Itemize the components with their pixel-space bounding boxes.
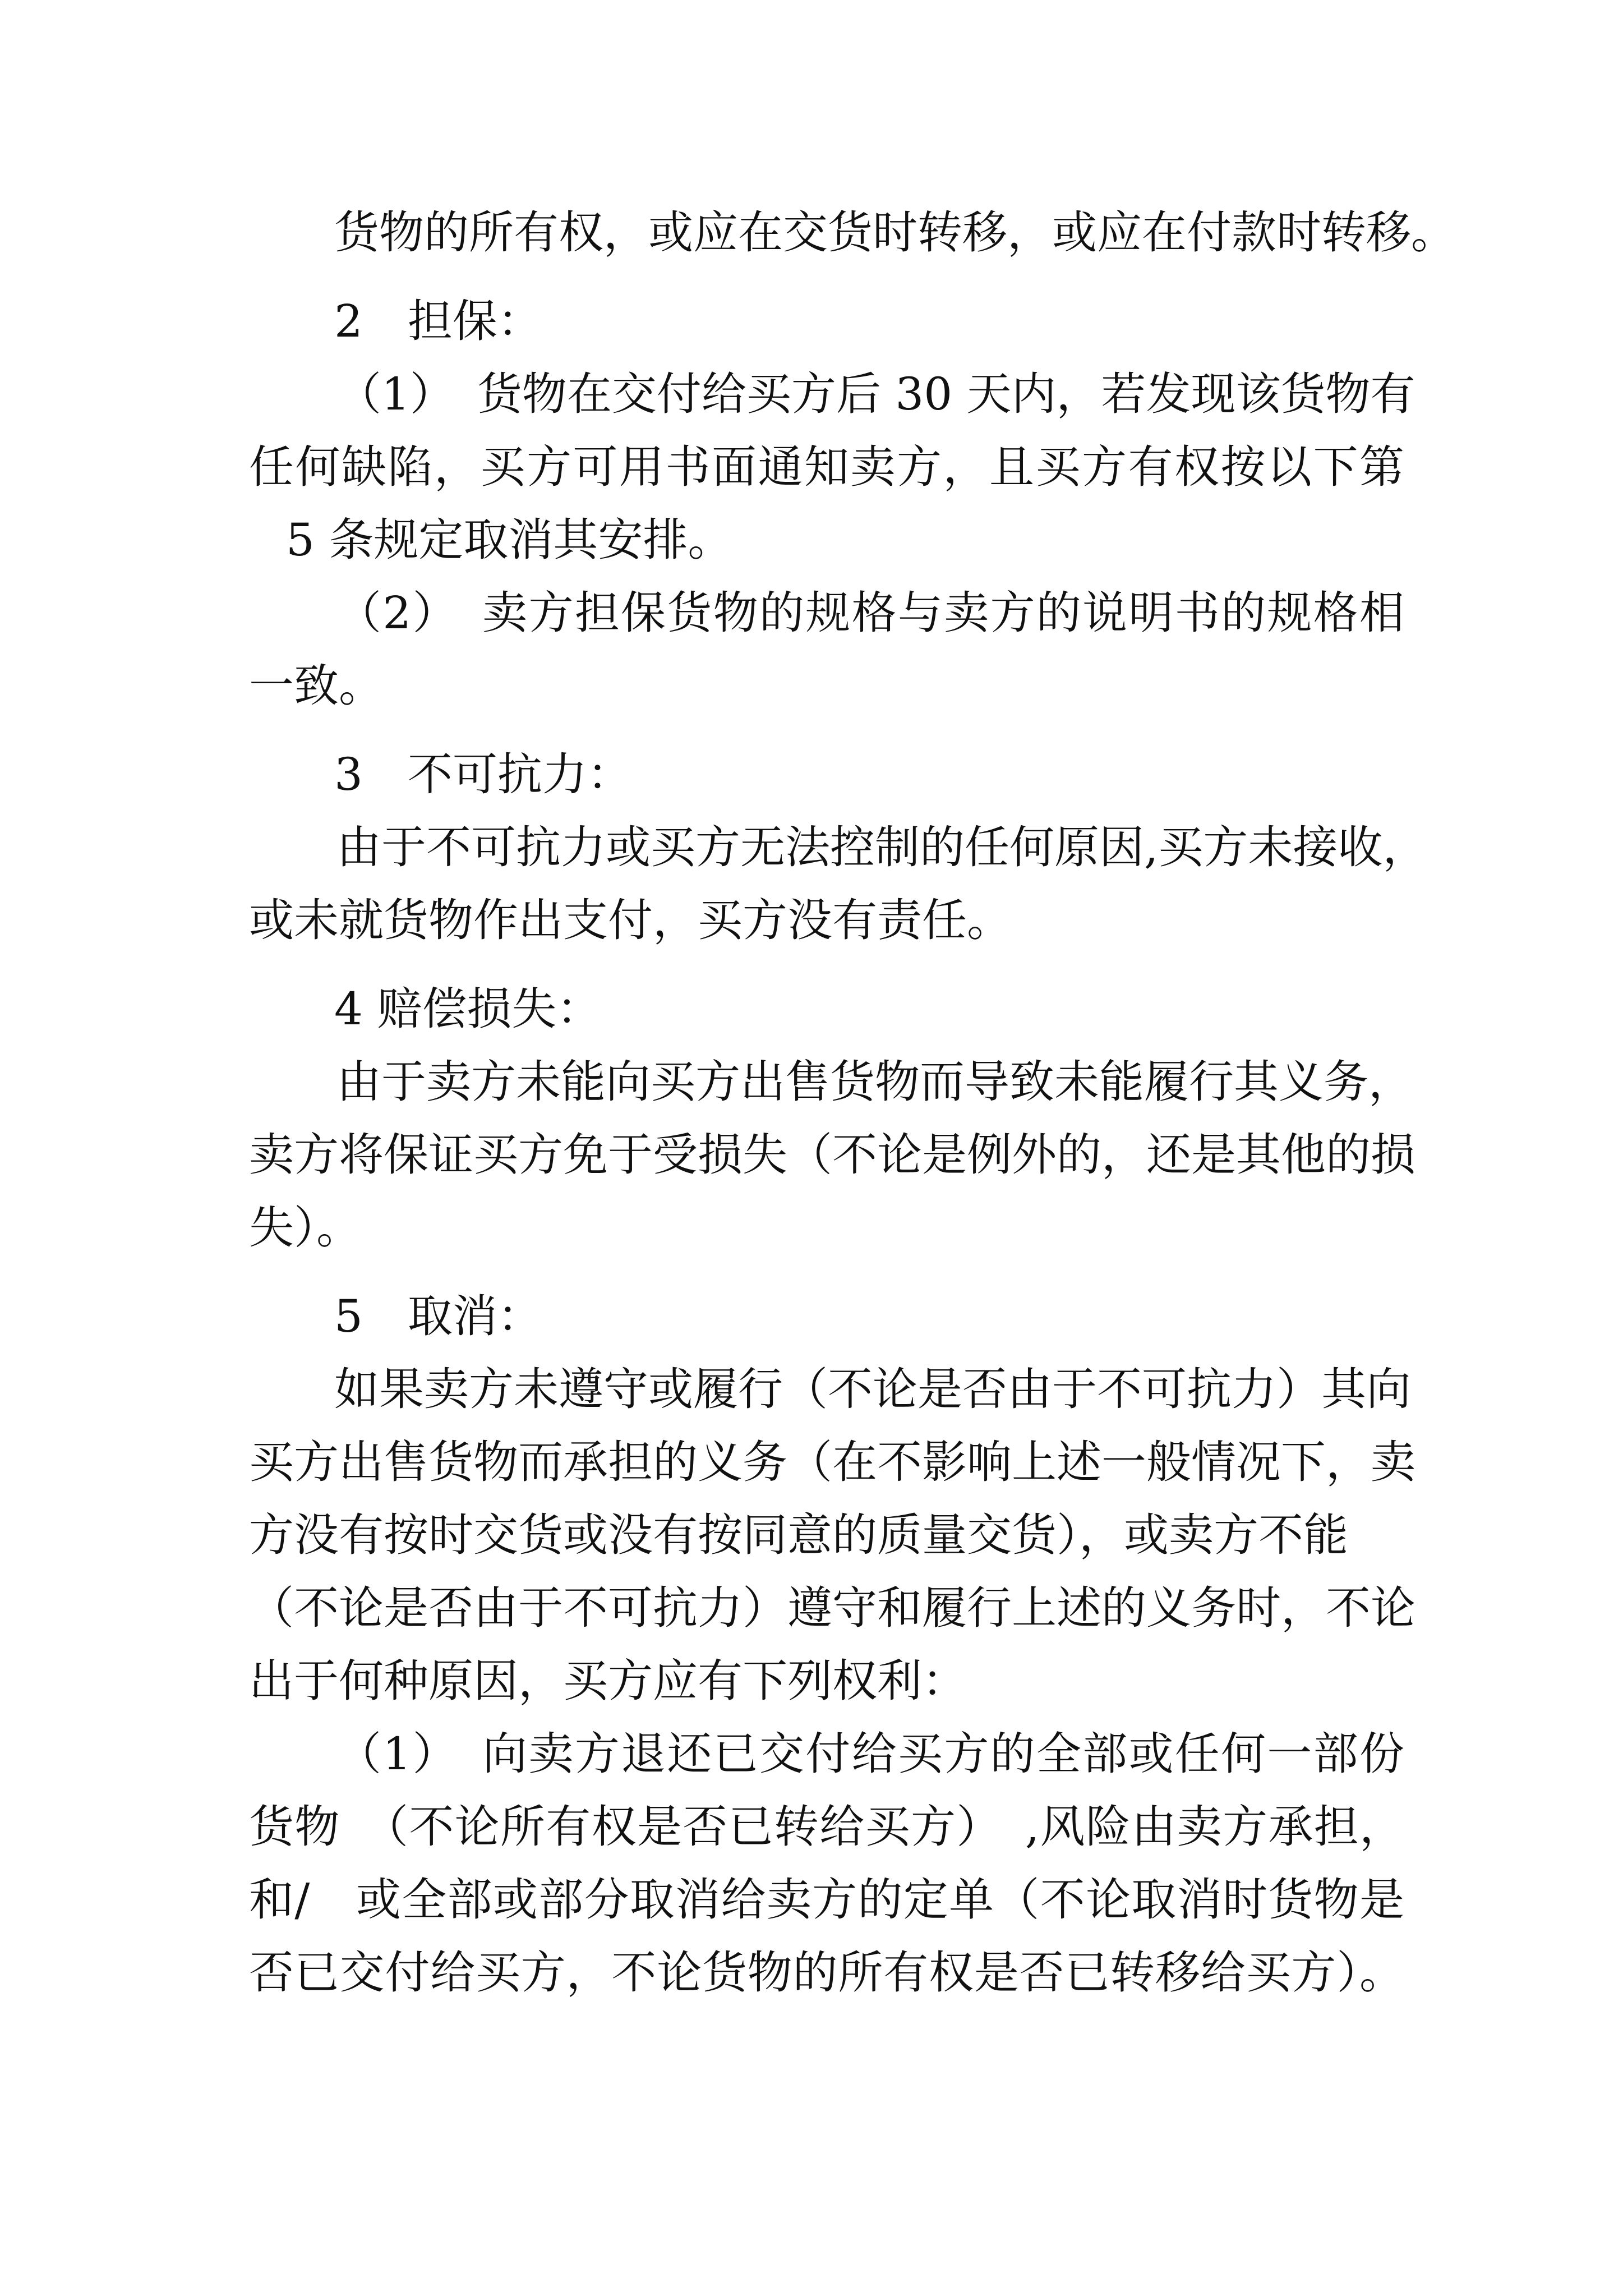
text-line: （2） 卖方担保货物的规格与卖方的说明书的规格相 (336, 587, 1404, 639)
section-heading: 5 取消： (334, 1290, 542, 1342)
text-line: 如果卖方未遵守或履行（不论是否由于不可抗力）其向 (334, 1363, 1411, 1415)
text-line: 5 条规定取消其安排。 (286, 514, 733, 566)
section-heading: 4 赔偿损失： (334, 983, 602, 1035)
text-line: （1） 货物在交付给买方后 30 天内，若发现该货物有 (336, 368, 1415, 420)
text-line: （不论是否由于不可抗力）遵守和履行上述的义务时，不论 (249, 1582, 1415, 1634)
text-line: 由于不可抗力或买方无法控制的任何原因,买方未接收， (336, 821, 1428, 873)
text-line: 买方出售货物而承担的义务（在不影响上述一般情况下，卖 (249, 1436, 1415, 1488)
text-line: 和/ 或全部或部分取消给卖方的定单（不论取消时货物是 (249, 1874, 1404, 1926)
text-line: （1） 向卖方退还已交付给买方的全部或任何一部份 (336, 1728, 1404, 1780)
text-line: 否已交付给买方，不论货物的所有权是否已转移给买方）。 (249, 1947, 1404, 1999)
text-line: 方没有按时交货或没有按同意的质量交货），或卖方不能 (249, 1509, 1348, 1561)
text-line: 卖方将保证买方免于受损失（不论是例外的，还是其他的损 (249, 1129, 1415, 1181)
text-line: 任何缺陷，买方可用书面通知卖方，且买方有权按以下第 (249, 441, 1404, 493)
section-heading: 3 不可抗力： (334, 748, 632, 800)
text-line: 出于何种原因，买方应有下列权利： (249, 1655, 967, 1707)
text-line: 一致。 (249, 660, 384, 712)
text-line: 失）。 (249, 1202, 361, 1254)
section-heading: 2 担保： (334, 295, 542, 347)
text-line: 货物的所有权，或应在交货时转移，或应在付款时转移。 (334, 206, 1456, 259)
text-line: 货物 （不论所有权是否已转给买方） ,风险由卖方承担， (249, 1801, 1404, 1853)
text-line: 由于卖方未能向买方出售货物而导致未能履行其义务， (336, 1056, 1413, 1108)
text-line: 或未就货物作出支付，买方没有责任。 (249, 894, 1012, 946)
